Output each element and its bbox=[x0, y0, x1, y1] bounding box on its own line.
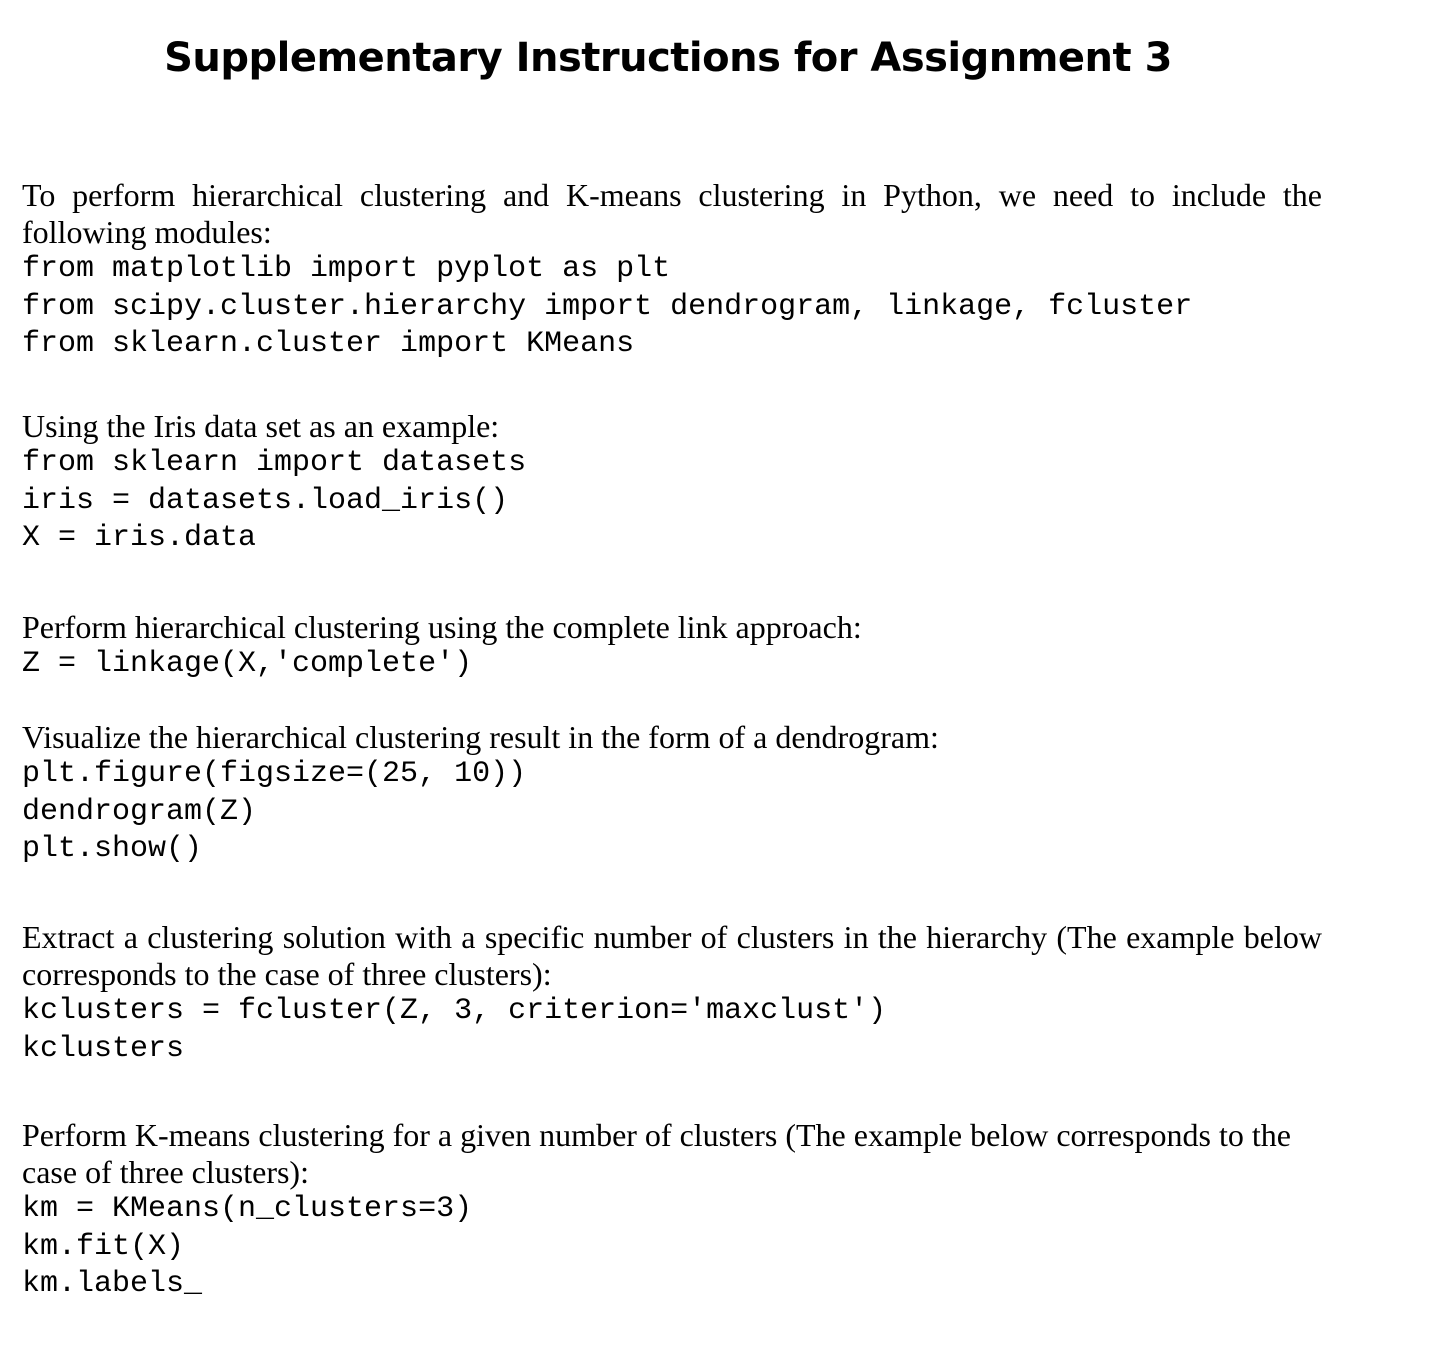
section-text: Perform K-means clustering for a given number of clusters (The example below corresponds to the case of three clusters): bbox=[22, 1117, 1291, 1190]
code-line: from sklearn.cluster import KMeans bbox=[22, 327, 635, 361]
code-line: Z = linkage(X,'complete') bbox=[22, 647, 473, 681]
section-kmeans bbox=[22, 1117, 1322, 1304]
section-text: Perform hierarchical clustering using the complete link approach: bbox=[22, 609, 862, 645]
code-line: km.labels_ bbox=[22, 1267, 203, 1301]
section-text: Visualize the hierarchical clustering result in the form of a dendrogram: bbox=[22, 719, 939, 755]
code-line: km = KMeans(n_clusters=3) bbox=[22, 1192, 473, 1226]
page-title: Supplementary Instructions for Assignment 3 bbox=[164, 35, 1172, 81]
code-line: plt.show() bbox=[22, 832, 203, 866]
section-dendrogram bbox=[22, 719, 1322, 869]
section-text: Extract a clustering solution with a specific number of clusters in the hierarchy (The example below corresponds to the case of three clusters): bbox=[22, 919, 1322, 992]
code-line: plt.figure(figsize=(25, 10)) bbox=[22, 757, 527, 791]
section-fcluster bbox=[22, 919, 1322, 1068]
section-text: Using the Iris data set as an example: bbox=[22, 408, 500, 444]
code-line: X = iris.data bbox=[22, 521, 257, 555]
code-line: km.fit(X) bbox=[22, 1229, 185, 1264]
section-linkage bbox=[22, 609, 1322, 684]
code-line: from scipy.cluster.hierarchy import dendrogram, linkage, fcluster bbox=[22, 289, 1193, 324]
code-line: kclusters bbox=[22, 1031, 185, 1066]
code-line: dendrogram(Z) bbox=[22, 794, 257, 829]
section-imports bbox=[22, 177, 1322, 364]
code-line: from matplotlib import pyplot as plt bbox=[22, 252, 671, 286]
code-line: iris = datasets.load_iris() bbox=[22, 483, 509, 518]
section-iris bbox=[22, 408, 1322, 558]
section-text: To perform hierarchical clustering and K-means clustering in Python, we need to include the following modules: bbox=[22, 177, 1322, 250]
code-line: kclusters = fcluster(Z, 3, criterion='maxclust') bbox=[22, 994, 887, 1028]
code-line: from sklearn import datasets bbox=[22, 446, 527, 480]
